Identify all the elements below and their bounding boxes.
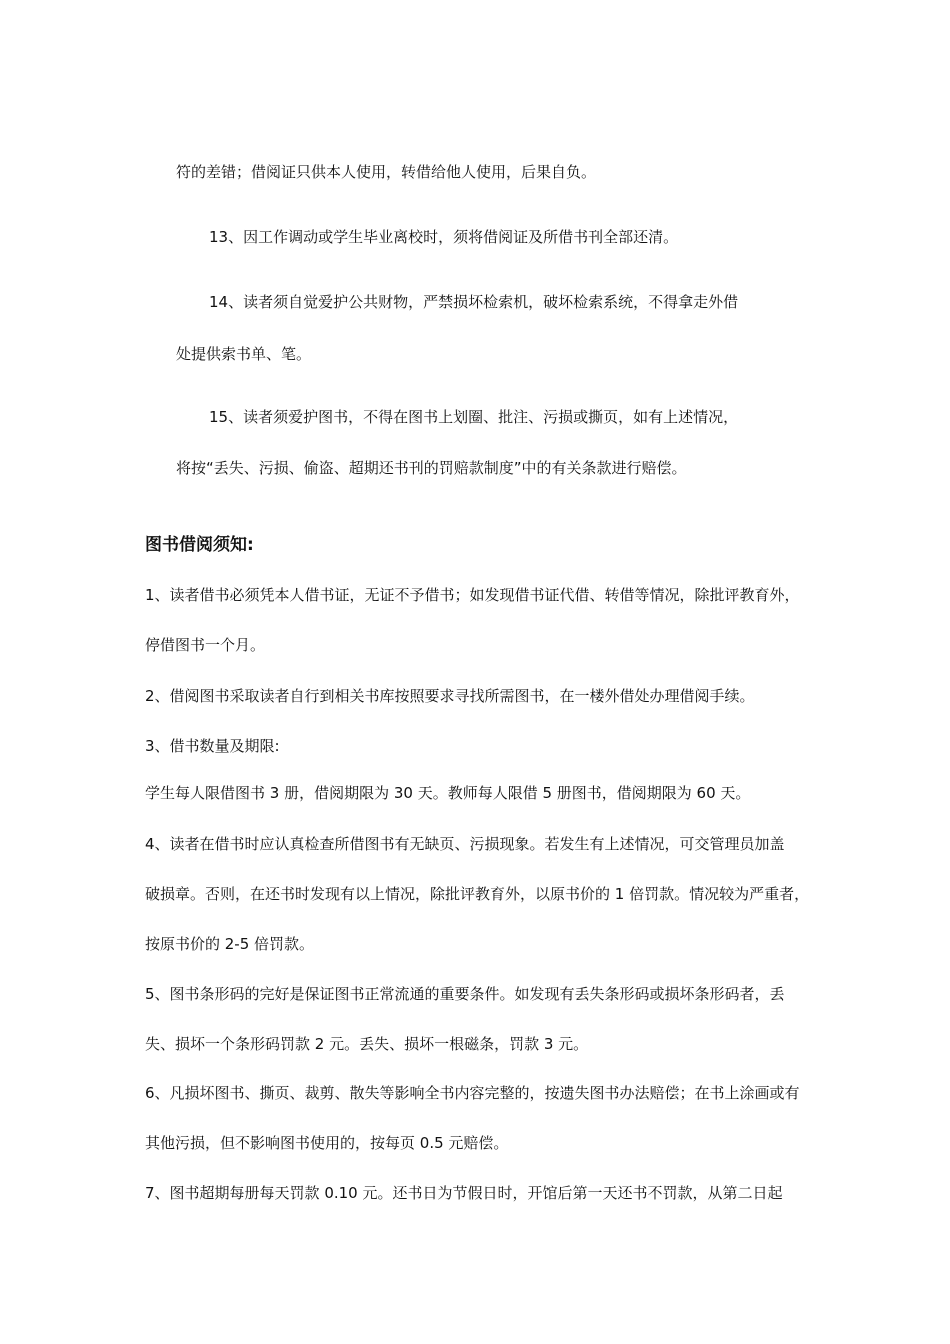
rule-14-line-1: 14、读者须自觉爱护公共财物，严禁损坏检索机，破坏检索系统，不得拿走外借 bbox=[209, 293, 739, 311]
rule-15-line-1: 15、读者须爱护图书，不得在图书上划圈、批注、污损或撕页，如有上述情况， bbox=[209, 408, 739, 426]
notice-2: 2、借阅图书采取读者自行到相关书库按照要求寻找所需图书，在一楼外借处办理借阅手续。 bbox=[145, 687, 755, 705]
notice-4-line-2: 破损章。否则，在还书时发现有以上情况，除批评教育外，以原书价的 1 倍罚款。情况较为严重者， bbox=[145, 885, 810, 903]
notice-6-line-2: 其他污损，但不影响图书使用的，按每页 0.5 元赔偿。 bbox=[145, 1134, 509, 1152]
notice-1-line-2: 停借图书一个月。 bbox=[145, 636, 266, 654]
rule-15-line-2: 将按“丢失、污损、偷盗、超期还书刊的罚赔款制度”中的有关条款进行赔偿。 bbox=[176, 459, 687, 477]
notice-3-detail: 学生每人限借图书 3 册，借阅期限为 30 天。教师每人限借 5 册图书，借阅期限为 60 天。 bbox=[145, 784, 751, 802]
notice-6-line-1: 6、凡损坏图书、撕页、裁剪、散失等影响全书内容完整的，按遗失图书办法赔偿；在书上涂画或有 bbox=[145, 1084, 800, 1102]
notice-1-line-1: 1、读者借书必须凭本人借书证，无证不予借书；如发现借书证代借、转借等情况，除批评教育外， bbox=[145, 586, 800, 604]
notice-7-line-1: 7、图书超期每册每天罚款 0.10 元。还书日为节假日时，开馆后第一天还书不罚款，从第二日起 bbox=[145, 1184, 783, 1202]
paragraph-12-continuation: 符的差错；借阅证只供本人使用，转借给他人使用，后果自负。 bbox=[176, 163, 597, 181]
notice-5-line-1: 5、图书条形码的完好是保证图书正常流通的重要条件。如发现有丢失条形码或损坏条形码者，丢 bbox=[145, 985, 785, 1003]
rule-14-line-2: 处提供索书单、笔。 bbox=[176, 345, 312, 363]
section-title: 图书借阅须知: bbox=[145, 535, 254, 555]
notice-5-line-2: 失、损坏一个条形码罚款 2 元。丢失、损坏一根磁条，罚款 3 元。 bbox=[145, 1035, 589, 1053]
rule-13: 13、因工作调动或学生毕业离校时，须将借阅证及所借书刊全部还清。 bbox=[209, 228, 679, 246]
notice-3-title: 3、借书数量及期限: bbox=[145, 737, 280, 755]
notice-4-line-1: 4、读者在借书时应认真检查所借图书有无缺页、污损现象。若发生有上述情况，可交管理员加盖 bbox=[145, 835, 785, 853]
notice-4-line-3: 按原书价的 2-5 倍罚款。 bbox=[145, 935, 315, 953]
